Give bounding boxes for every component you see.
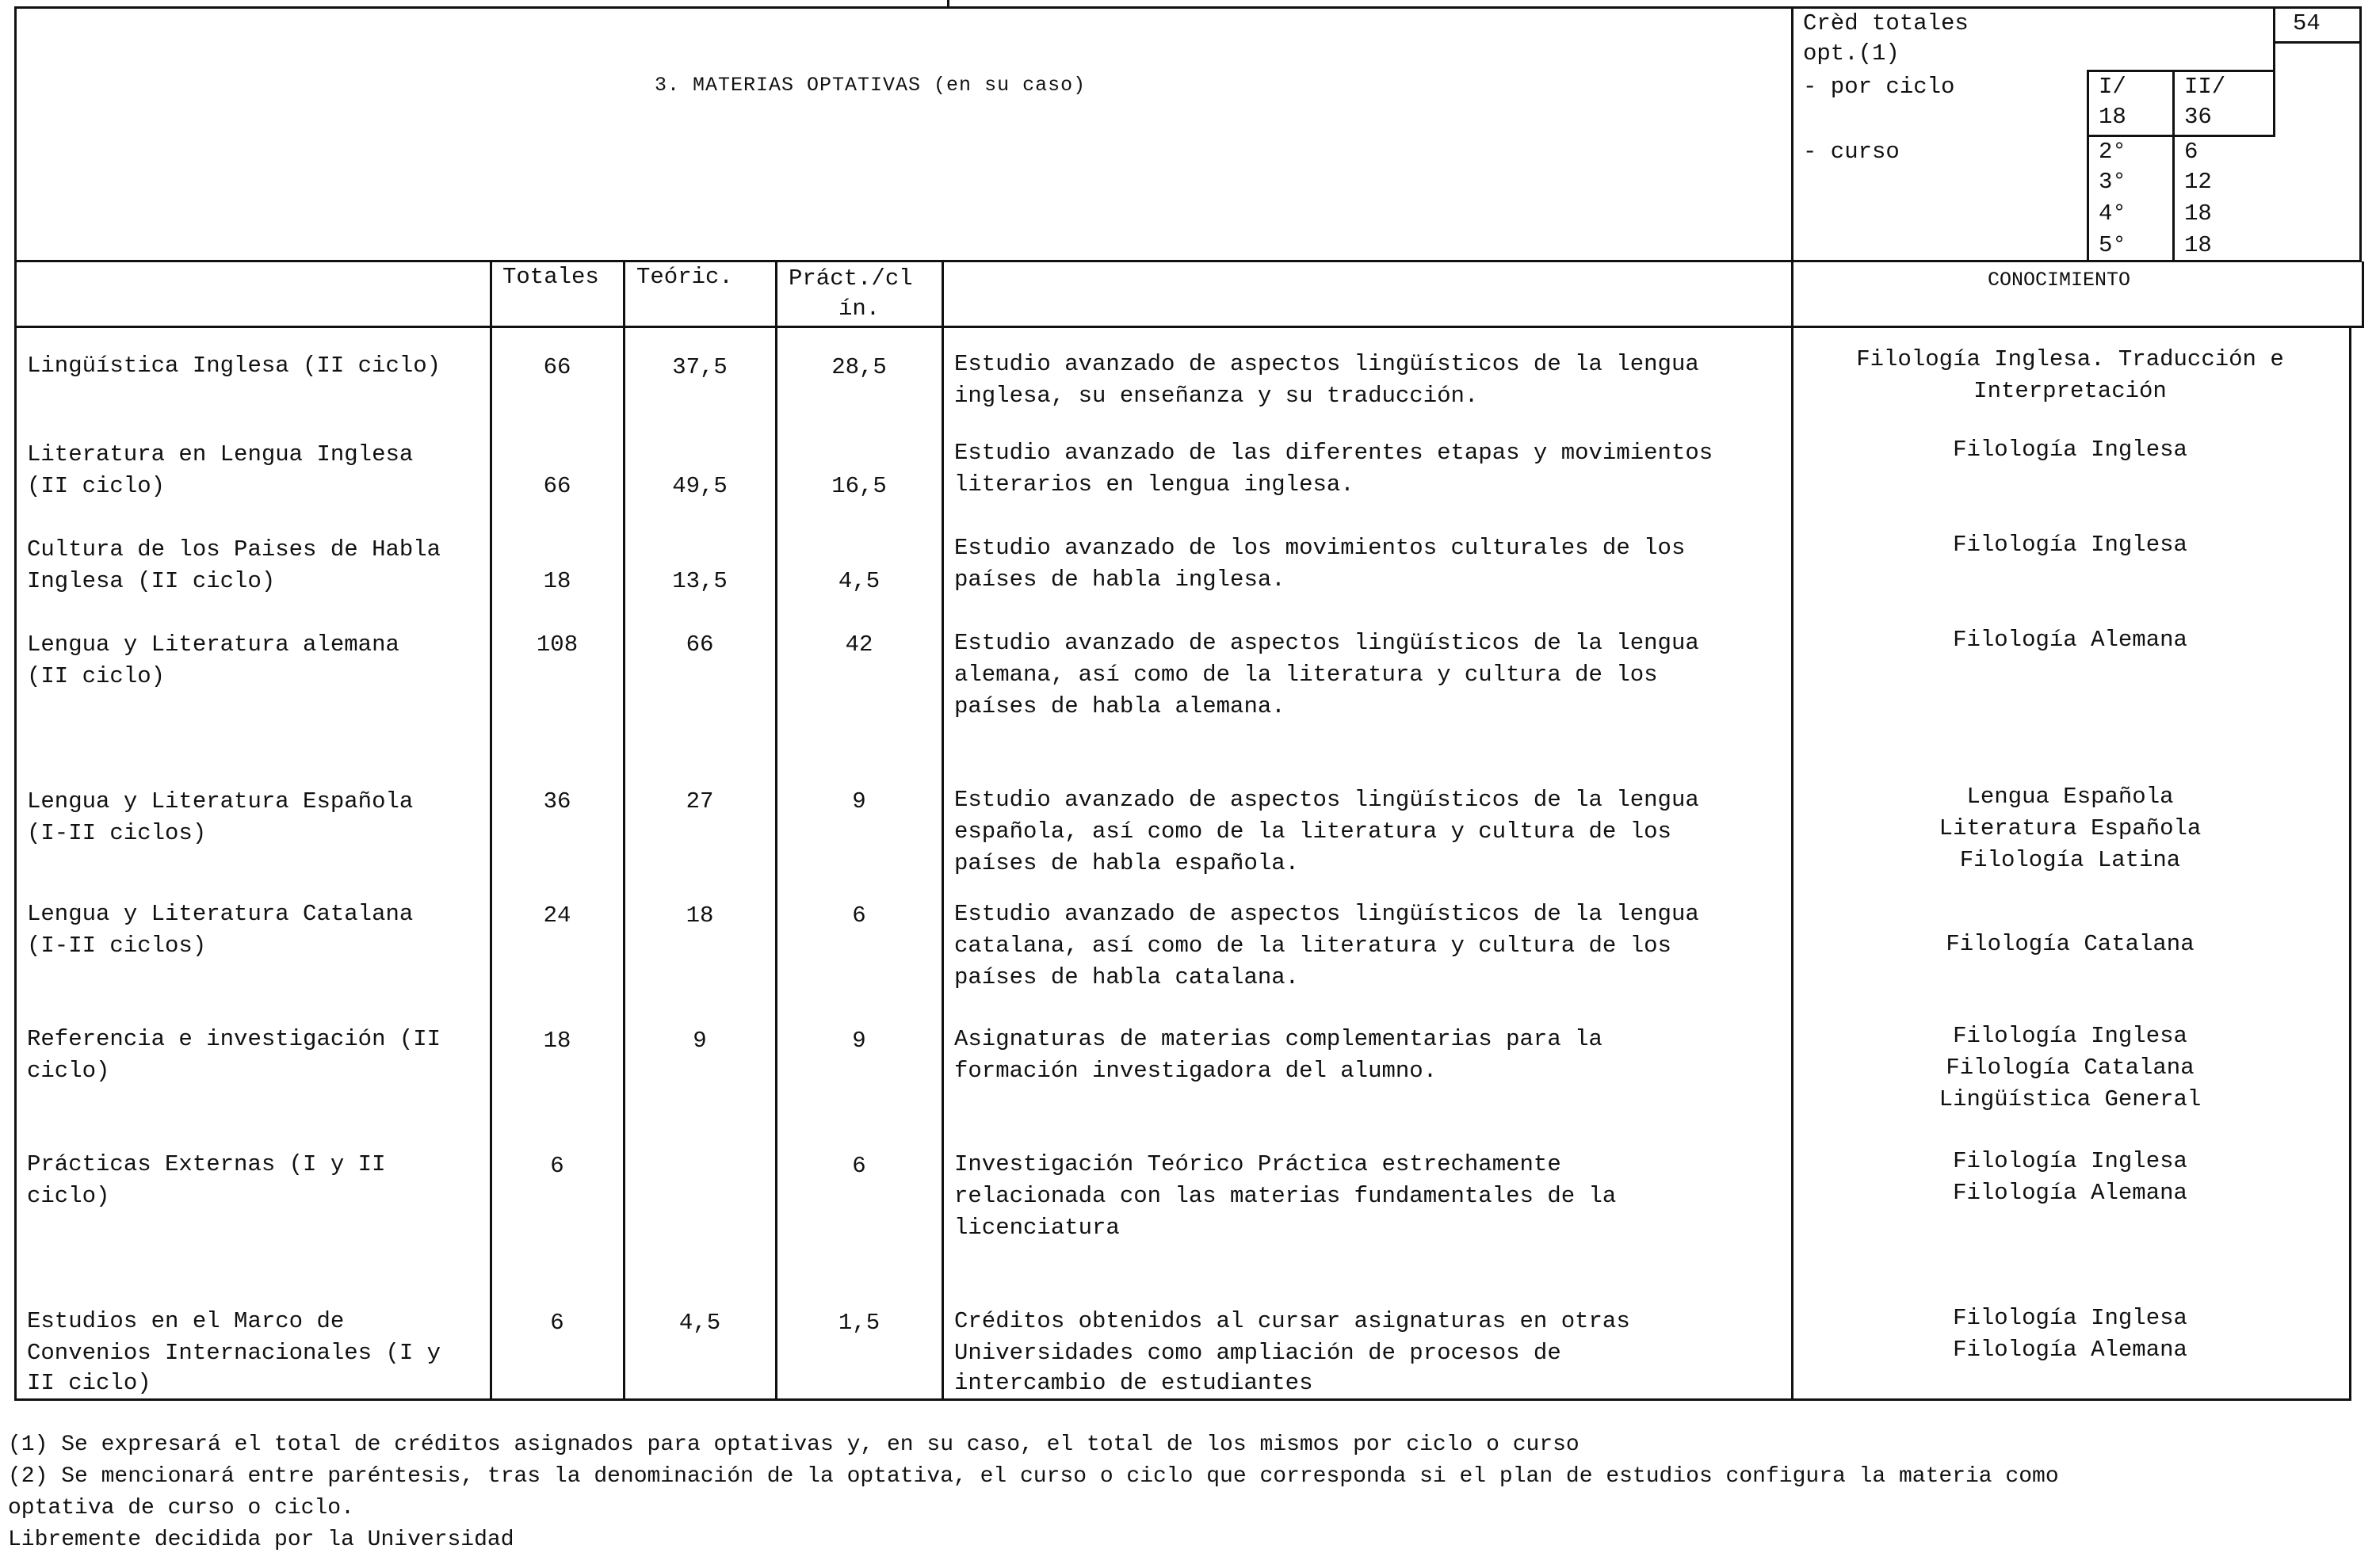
row-desc: Estudio avanzado de aspectos lingüísticos de la lengua [954, 351, 1699, 377]
row-name: (II ciclo) [27, 663, 166, 689]
row-teoric: 37,5 [672, 354, 728, 380]
row-name: ciclo) [27, 1183, 110, 1209]
header-bottom-border [14, 260, 2362, 262]
row-area: Filología Alemana [1953, 1180, 2187, 1206]
row-pract: 1,5 [838, 1310, 880, 1336]
footnote-2-cont: optativa de curso o ciclo. [8, 1496, 354, 1520]
row-name: Estudios en el Marco de [27, 1308, 345, 1334]
row-name: II ciclo) [27, 1370, 151, 1396]
row-area: Lingüística General [1939, 1086, 2202, 1112]
row-area: Filología Inglesa. Traducción e [1856, 346, 2284, 372]
row-name: Referencia e investigación (II [27, 1026, 441, 1052]
row-desc: catalana, así como de la literatura y cultura de los [954, 933, 1671, 959]
por-ciclo-label: - por ciclo [1803, 74, 1955, 100]
row-area: Filología Alemana [1953, 1337, 2187, 1363]
row-desc: Universidades como ampliación de procesos de [954, 1340, 1561, 1366]
footnote-1: (1) Se expresará el total de créditos asignados para optativas y, en su caso, el total de los mismos por ciclo o curso [8, 1433, 1580, 1457]
row-name: ciclo) [27, 1058, 110, 1084]
body-left [14, 327, 17, 1401]
section-title: 3. MATERIAS OPTATIVAS (en su caso) [655, 74, 1087, 97]
curso-4-val: 18 [2184, 200, 2212, 227]
row-name: Convenios Internacionales (I y [27, 1340, 441, 1366]
row-area: Filología Inglesa [1953, 437, 2187, 463]
curso-3-val: 12 [2184, 169, 2212, 195]
row-area: Lengua Española [1966, 784, 2174, 810]
row-pract: 28,5 [831, 354, 887, 380]
header-right-border [2359, 6, 2362, 261]
col-div-2 [623, 261, 625, 1401]
row-name: Literatura en Lengua Inglesa [27, 441, 414, 467]
row-desc: Estudio avanzado de aspectos lingüísticos de la lengua [954, 630, 1699, 656]
row-desc: Asignaturas de materias complementarias para la [954, 1026, 1602, 1052]
row-desc: Estudio avanzado de aspectos lingüísticos de la lengua [954, 901, 1699, 927]
row-area: Filología Inglesa [1953, 1023, 2187, 1049]
row-area: Filología Inglesa [1953, 1305, 2187, 1331]
row-desc: países de habla alemana. [954, 693, 1285, 719]
row-name: Inglesa (II ciclo) [27, 568, 276, 594]
row-totales: 18 [543, 568, 571, 594]
row-area: Filología Inglesa [1953, 1148, 2187, 1174]
colhdr-right [2362, 261, 2364, 327]
cred-label-1: Crèd totales [1803, 10, 1969, 36]
row-pract: 4,5 [838, 568, 880, 594]
curso-5-val: 18 [2184, 232, 2212, 258]
row-desc: española, así como de la literatura y cultura de los [954, 818, 1671, 845]
header-divider [1791, 6, 1793, 327]
row-desc: países de habla inglesa. [954, 567, 1285, 593]
cred-label-2: opt.(1) [1803, 40, 1900, 67]
row-name: Lengua y Literatura Española [27, 788, 414, 815]
row-totales: 66 [543, 354, 571, 380]
curso-label: - curso [1803, 139, 1900, 165]
cred-total-left [2273, 6, 2275, 43]
row-desc: licenciatura [954, 1215, 1120, 1241]
row-name: (I-II ciclos) [27, 933, 207, 959]
row-desc: Estudio avanzado de aspectos lingüísticos de la lengua [954, 787, 1699, 813]
row-pract: 16,5 [831, 473, 887, 499]
curso-3: 3° [2099, 169, 2126, 195]
col-pract-1: Práct./cl [789, 265, 913, 292]
row-area: Filología Catalana [1946, 1055, 2195, 1081]
row-area: Literatura Española [1939, 815, 2202, 841]
row-area: Filología Alemana [1953, 627, 2187, 653]
row-desc: países de habla española. [954, 850, 1300, 876]
row-totales: 108 [536, 631, 579, 658]
body-right [2349, 327, 2351, 1401]
header-tick [947, 0, 949, 6]
col-conocimiento: CONOCIMIENTO [1988, 269, 2131, 292]
cred-total: 54 [2293, 10, 2321, 36]
curso-2-val: 6 [2184, 139, 2198, 165]
row-desc: Créditos obtenidos al cursar asignaturas en otras [954, 1308, 1630, 1334]
row-totales: 6 [550, 1153, 564, 1179]
row-totales: 18 [543, 1028, 571, 1054]
header-left-border [14, 6, 17, 261]
col-teoric: Teóric. [636, 264, 733, 290]
row-name: Lingüística Inglesa (II ciclo) [27, 353, 441, 379]
row-area: Interpretación [1973, 378, 2167, 404]
ciclo-grid-left [2087, 70, 2089, 261]
row-teoric: 66 [686, 631, 714, 658]
col-totales: Totales [502, 264, 599, 290]
row-totales: 24 [543, 902, 571, 929]
colhdr-bottom [14, 326, 2364, 328]
footnote-3: Libremente decidida por la Universidad [8, 1528, 514, 1552]
row-teoric: 49,5 [672, 473, 728, 499]
row-area: Filología Latina [1959, 847, 2181, 873]
row-pract: 42 [845, 631, 873, 658]
curso-5: 5° [2099, 232, 2126, 258]
ciclo-I-head: I/ [2099, 74, 2126, 100]
ciclo-II-head: II/ [2184, 74, 2226, 100]
ciclo-grid-mid [2172, 70, 2175, 261]
row-name: Prácticas Externas (I y II [27, 1151, 386, 1177]
row-teoric: 4,5 [678, 1310, 721, 1336]
ciclo-I-val: 18 [2099, 104, 2126, 130]
col-div-3 [775, 261, 777, 1401]
col-pract-2: ín. [838, 296, 880, 322]
curso-2: 2° [2099, 139, 2126, 165]
row-desc: intercambio de estudiantes [954, 1370, 1313, 1396]
row-name: (I-II ciclos) [27, 820, 207, 846]
row-teoric: 13,5 [672, 568, 728, 594]
row-area: Filología Inglesa [1953, 532, 2187, 558]
row-name: Cultura de los Paises de Habla [27, 536, 441, 563]
row-desc: relacionada con las materias fundamentales de la [954, 1183, 1617, 1209]
row-desc: formación investigadora del alumno. [954, 1058, 1438, 1084]
row-teoric: 27 [686, 788, 714, 815]
row-name: Lengua y Literatura Catalana [27, 901, 414, 927]
footnote-2: (2) Se mencionará entre paréntesis, tras la denominación de la optativa, el curso o ciclo que corresponda si el plan de estudios configura la materia como [8, 1464, 2059, 1489]
cred-total-bottom [2273, 41, 2362, 44]
colhdr-left [14, 261, 17, 327]
row-pract: 9 [852, 1028, 866, 1054]
row-name: (II ciclo) [27, 473, 166, 499]
row-desc: Estudio avanzado de las diferentes etapas y movimientos [954, 440, 1713, 466]
row-totales: 36 [543, 788, 571, 815]
row-desc: alemana, así como de la literatura y cultura de los [954, 662, 1658, 688]
col-div-4 [942, 261, 944, 1401]
row-name: Lengua y Literatura alemana [27, 631, 399, 658]
row-desc: literarios en lengua inglesa. [954, 471, 1354, 498]
row-totales: 66 [543, 473, 571, 499]
row-desc: inglesa, su enseñanza y su traducción. [954, 383, 1479, 409]
row-area: Filología Catalana [1946, 931, 2195, 957]
row-teoric: 18 [686, 902, 714, 929]
row-pract: 9 [852, 788, 866, 815]
row-desc: Estudio avanzado de los movimientos culturales de los [954, 535, 1686, 561]
row-desc: Investigación Teórico Práctica estrechamente [954, 1151, 1561, 1177]
row-pract: 6 [852, 902, 866, 929]
ciclo-II-val: 36 [2184, 104, 2212, 130]
row-desc: países de habla catalana. [954, 964, 1300, 990]
row-pract: 6 [852, 1153, 866, 1179]
header-top-border [14, 6, 2362, 9]
ciclo-grid-right [2273, 41, 2275, 137]
col-div-1 [490, 261, 492, 1401]
row-totales: 6 [550, 1310, 564, 1336]
row-teoric: 9 [693, 1028, 707, 1054]
curso-4: 4° [2099, 200, 2126, 227]
